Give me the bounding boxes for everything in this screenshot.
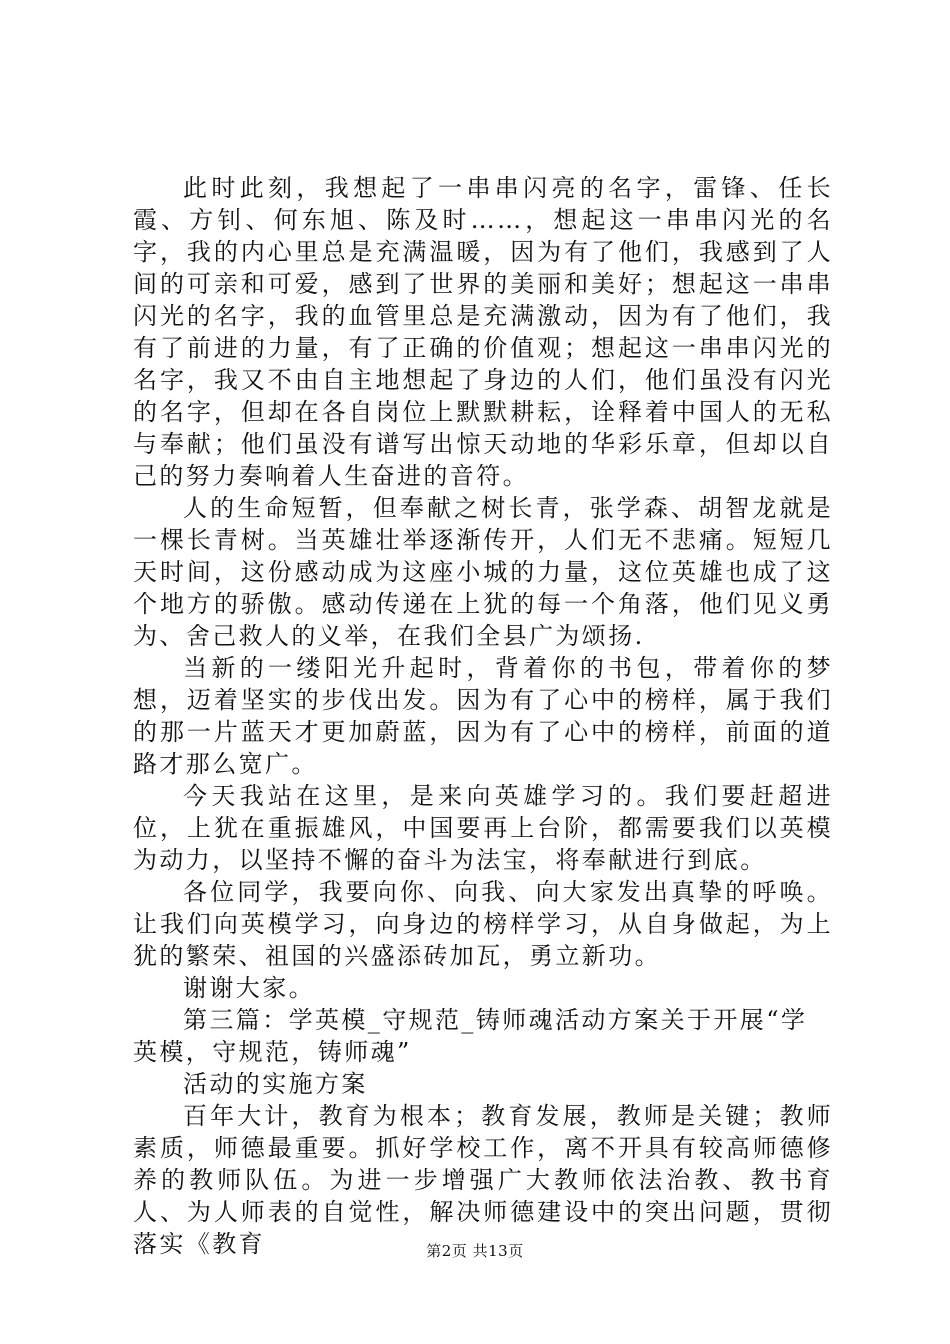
paragraph-learn-from-heroes: 今天我站在这里，是来向英雄学习的。我们要赶超进位，上犹在重振雄风，中国要再上台阶，都需要我们以英模为动力，以坚持不懈的奋斗为法宝，将奉献进行到底。	[133, 782, 833, 874]
paragraph-education-plan: 百年大计，教育为根本；教育发展，教师是关键；教师素质，师德最重要。抓好学校工作，离不开具有较高师德修养的教师队伍。为进一步增强广大教师依法治教、教书育人、为人师表的自觉性，解决师德建设中的突出问题，贯彻落实《教育	[133, 1102, 833, 1258]
page-number-footer: 第2页 共13页	[426, 1242, 524, 1260]
document-body	[133, 172, 833, 1260]
section-subheading: 活动的实施方案	[183, 1070, 368, 1098]
paragraph-appeal-to-classmates: 各位同学，我要向你、向我、向大家发出真挚的呼唤。让我们向英模学习，向身边的榜样学习，从自身做起，为上犹的繁荣、祖国的兴盛添砖加瓦，勇立新功。	[133, 878, 833, 970]
paragraph-hero-evergreen: 人的生命短暂，但奉献之树长青，张学森、胡智龙就是一棵长青树。当英雄壮举逐渐传开，人们无不悲痛。短短几天时间，这份感动成为这座小城的力量，这位英雄也成了这个地方的骄傲。感动传递在上犹的每一个角落，他们见义勇为、舍己救人的义举，在我们全县广为颂扬.	[133, 494, 833, 650]
section-heading: 第三篇：学英模_守规范_铸师魂活动方案关于开展“学英模，守规范，铸师魂”	[133, 1006, 808, 1066]
paragraph-thanks: 谢谢大家。	[183, 974, 315, 1002]
paragraph-sunlight-role-model: 当新的一缕阳光升起时，背着你的书包，带着你的梦想，迈着坚实的步伐出发。因为有了心中的榜样，属于我们的那一片蓝天才更加蔚蓝，因为有了心中的榜样，前面的道路才那么宽广。	[133, 654, 833, 778]
paragraph-names-reflection: 此时此刻，我想起了一串串闪亮的名字，雷锋、任长霞、方钊、何东旭、陈及时……，想起这一串串闪光的名字，我的内心里总是充满温暖，因为有了他们，我感到了人间的可亲和可爱，感到了世界的美丽和美好；想起这一串串闪光的名字，我的血管里总是充满激动，因为有了他们，我有了前进的力量，有了正确的价值观；想起这一串串闪光的名字，我又不由自主地想起了身边的人们，他们虽没有闪光的名字，但却在各自岗位上默默耕耘，诠释着中国人的无私与奉献；他们虽没有谱写出惊天动地的华彩乐章，但却以自己的努力奏响着人生奋进的音符。	[133, 174, 833, 490]
